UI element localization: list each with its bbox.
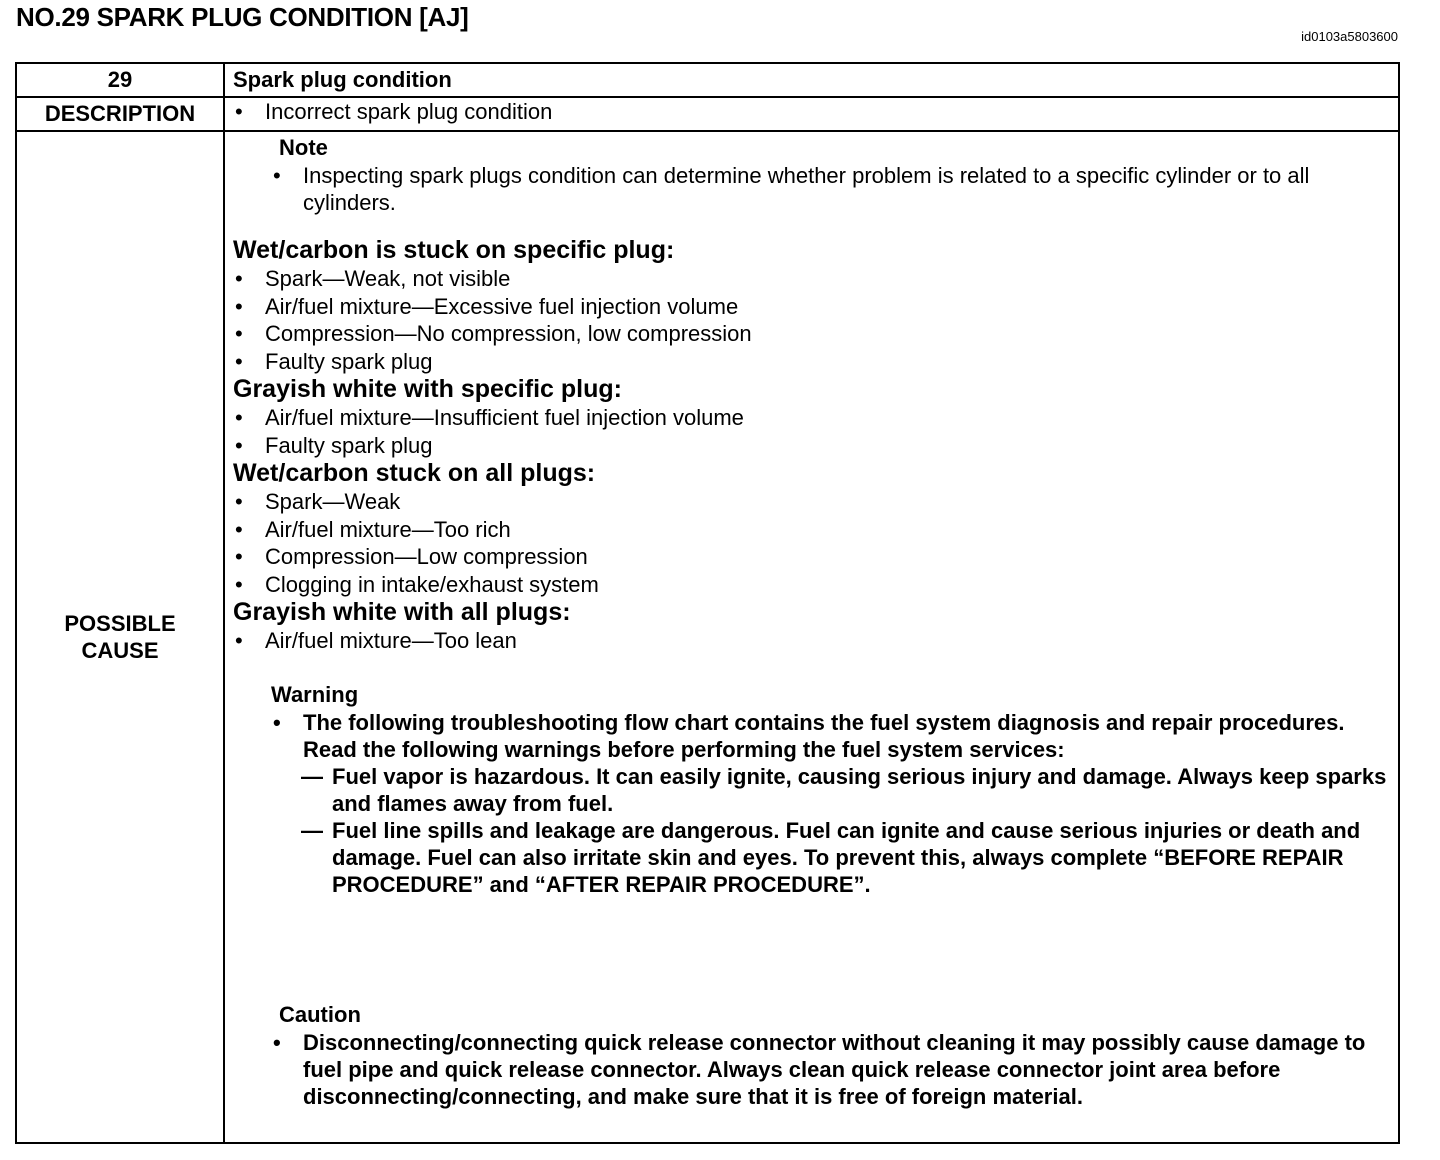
note-heading: Note	[279, 135, 328, 160]
bullet-icon: •	[235, 99, 243, 124]
list-item-text: Air/fuel mixture—Too lean	[265, 628, 517, 653]
bullet-icon: •	[235, 516, 243, 542]
list-item	[233, 348, 1398, 376]
section-heading: Wet/carbon is stuck on specific plug:	[233, 236, 675, 264]
table-row-description	[16, 97, 1399, 131]
bullet-icon: •	[235, 571, 243, 597]
list-item-text: Faulty spark plug	[265, 432, 433, 458]
caution-item	[271, 1029, 1398, 1110]
list-item-text: Spark—Weak, not visible	[265, 266, 511, 291]
list-item-text: Air/fuel mixture—Insufficient fuel injection volume	[265, 405, 744, 430]
bullet-icon: •	[235, 489, 243, 514]
warning-heading: Warning	[271, 681, 359, 707]
list-item	[233, 265, 1398, 293]
document-id: id0103a5803600	[1301, 29, 1398, 44]
description-label: DESCRIPTION	[16, 97, 224, 131]
dash-icon: —	[301, 817, 323, 843]
bullet-icon: •	[235, 266, 243, 291]
spacer	[233, 216, 1398, 236]
list-item	[233, 98, 1398, 125]
bullet-icon: •	[235, 348, 243, 374]
cause-sections	[233, 236, 1398, 655]
list-item-text: Air/fuel mixture—Too rich	[265, 516, 511, 542]
list-item	[233, 432, 1398, 460]
note-text: Inspecting spark plugs condition can determine whether problem is related to a specific cylinder or to all cylinders.	[303, 163, 1310, 215]
section-heading: Grayish white with all plugs:	[233, 598, 571, 626]
bullet-icon: •	[273, 709, 281, 735]
bullet-icon: •	[235, 293, 243, 319]
bullet-icon: •	[235, 432, 243, 458]
section-heading: Wet/carbon stuck on all plugs:	[233, 459, 596, 487]
bullet-icon: •	[235, 321, 243, 346]
bullet-icon: •	[273, 163, 281, 188]
list-item-text: Compression—Low compression	[265, 544, 588, 569]
warning-dash-item	[301, 817, 1398, 898]
list-item	[233, 404, 1398, 432]
bullet-icon: •	[235, 628, 243, 653]
list-item-text: Faulty spark plug	[265, 348, 433, 374]
list-item-text: Spark—Weak	[265, 489, 401, 514]
list-item	[233, 571, 1398, 599]
bullet-icon: •	[235, 405, 243, 430]
note-item	[271, 162, 1398, 216]
possible-cause-cell	[224, 131, 1399, 1143]
table-row-number	[16, 63, 1399, 97]
list-item	[233, 293, 1398, 321]
warning-dash-text: Fuel vapor is hazardous. It can easily ignite, causing serious injury and damage. Always keep sparks and flames away from fuel.	[332, 763, 1387, 816]
description-text: Incorrect spark plug condition	[265, 99, 553, 124]
warning-dash-item	[301, 763, 1398, 817]
possible-cause-label-line2: CAUSE	[81, 638, 159, 663]
row-number-cell: 29	[16, 63, 224, 97]
list-item	[233, 516, 1398, 544]
page-title: NO.29 SPARK PLUG CONDITION [AJ]	[16, 2, 469, 32]
bullet-icon: •	[235, 544, 243, 569]
section-heading: Grayish white with specific plug:	[233, 375, 622, 403]
possible-cause-label	[16, 131, 224, 1143]
table-row-possible-cause	[16, 131, 1399, 1143]
possible-cause-label-line1: POSSIBLE	[64, 611, 176, 636]
caution-heading: Caution	[279, 1001, 361, 1027]
list-item-text: Compression—No compression, low compression	[265, 321, 752, 346]
list-item	[233, 488, 1398, 516]
list-item	[233, 627, 1398, 655]
caution-text: Disconnecting/connecting quick release connector without cleaning it may possibly cause damage to fuel pipe and quick release connector. Always clean quick release connector joint area before disconnecting/connecting, and make sure that it is free of foreign material.	[303, 1029, 1366, 1109]
warning-text: The following troubleshooting flow chart contains the fuel system diagnosis and repair procedures. Read the following warnings before performing the fuel system services:	[303, 709, 1345, 762]
warning-item	[271, 709, 1398, 763]
warning-dash-text: Fuel line spills and leakage are dangerous. Fuel can ignite and cause serious injuries or death and damage. Fuel can also irritate skin and eyes. To prevent this, always complete “BEFORE REPAIR PROCEDURE” and “AFTER REPAIR PROCEDURE”.	[332, 817, 1361, 897]
list-item	[233, 320, 1398, 348]
troubleshooting-table	[15, 62, 1400, 1144]
row-title-cell: Spark plug condition	[224, 63, 1399, 97]
list-item	[233, 543, 1398, 571]
description-cell	[224, 97, 1399, 131]
list-item-text: Air/fuel mixture—Excessive fuel injection volume	[265, 293, 739, 319]
list-item-text: Clogging in intake/exhaust system	[265, 571, 599, 597]
bullet-icon: •	[273, 1029, 281, 1055]
dash-icon: —	[301, 763, 323, 789]
